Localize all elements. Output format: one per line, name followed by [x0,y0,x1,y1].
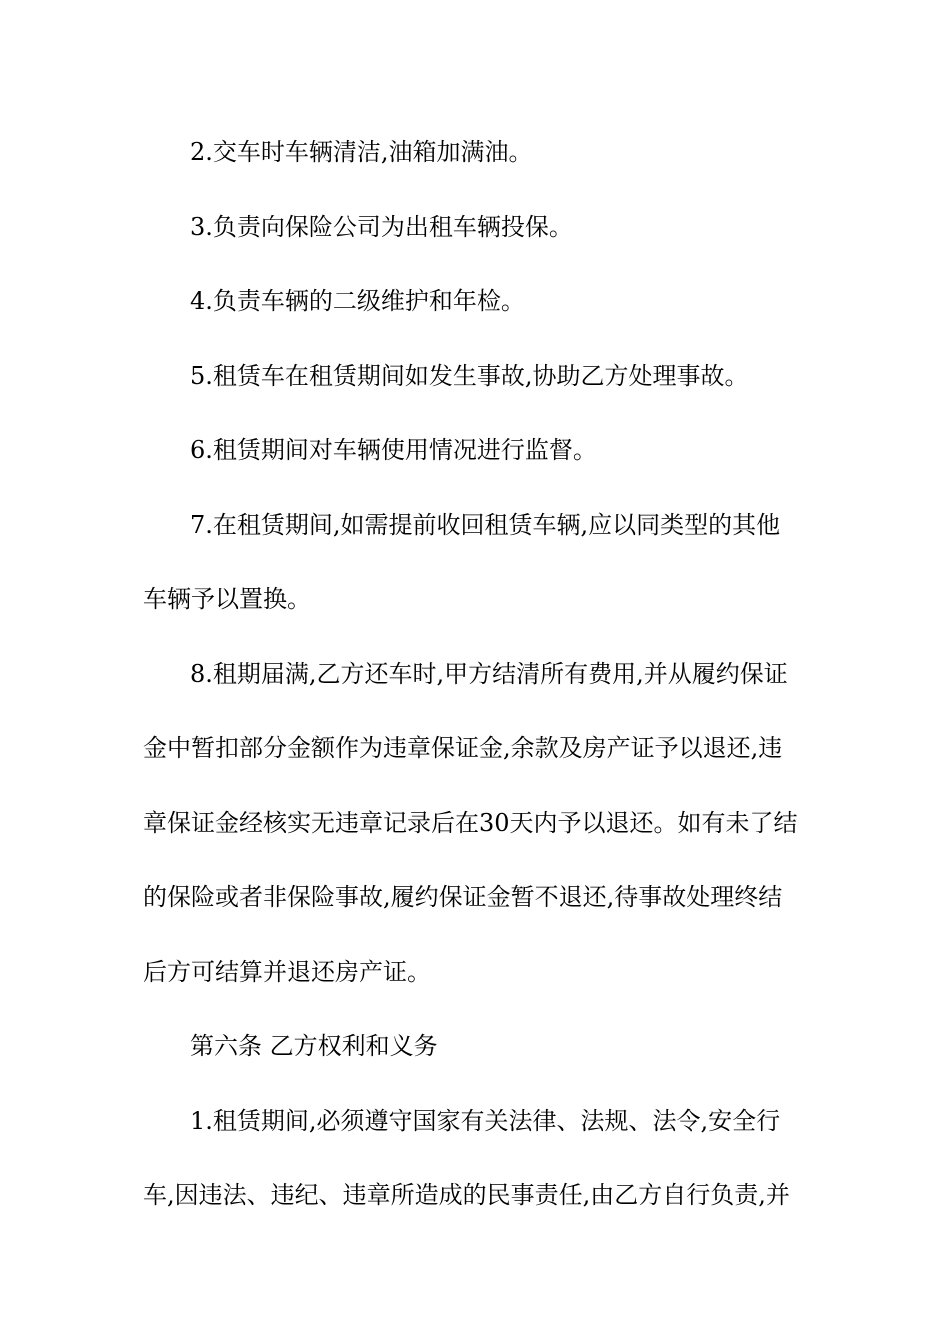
clause-line: 5.租赁车在租赁期间如发生事故,协助乙方处理事故。 [190,362,749,390]
clause-line: 的保险或者非保险事故,履约保证金暂不退还,待事故处理终结 [143,883,783,911]
clause-line: 1.租赁期间,必须遵守国家有关法律、法规、法令,安全行 [190,1107,781,1135]
clause-line: 7.在租赁期间,如需提前收回租赁车辆,应以同类型的其他 [190,511,781,539]
clause-line: 车,因违法、违纪、违章所造成的民事责任,由乙方自行负责,并 [143,1181,790,1209]
section-heading: 第六条 乙方权利和义务 [190,1032,438,1060]
clause-line: 车辆予以置换。 [143,585,311,613]
clause-line: 6.租赁期间对车辆使用情况进行监督。 [190,436,597,464]
clause-line: 8.租期届满,乙方还车时,甲方结清所有费用,并从履约保证 [190,660,788,688]
clause-line: 4.负责车辆的二级维护和年检。 [190,287,525,315]
clause-line: 金中暂扣部分金额作为违章保证金,余款及房产证予以退还,违 [143,734,783,762]
clause-line: 3.负责向保险公司为出租车辆投保。 [190,213,573,241]
clause-line: 章保证金经核实无违章记录后在30天内予以退还。如有未了结 [143,809,798,837]
clause-line: 2.交车时车辆清洁,油箱加满油。 [190,138,533,166]
clause-line: 后方可结算并退还房产证。 [143,958,431,986]
